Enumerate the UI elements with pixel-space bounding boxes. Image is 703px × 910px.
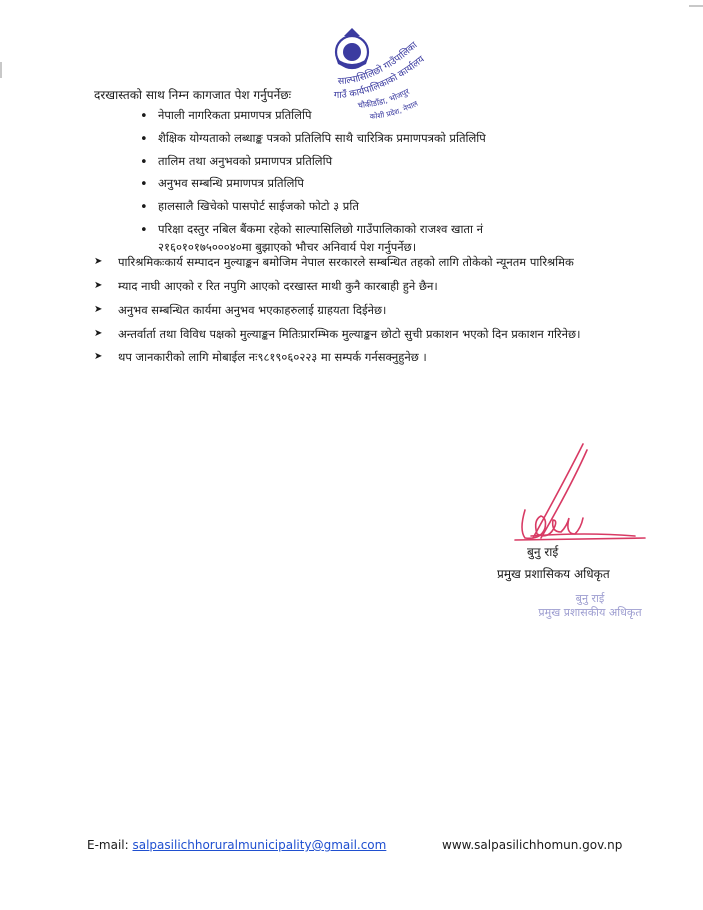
notes-list <box>94 252 594 371</box>
documents-intro: दरखास्तको साथ निम्न कागजात पेश गर्नुपर्नेछः <box>94 88 292 102</box>
scan-edge-mark <box>0 62 2 78</box>
stamp-title: प्रमुख प्रशासकीय अधिकृत <box>538 606 642 620</box>
note-item: ➤ थप जानकारीको लागि मोबाईल नः९८१९०६०२२३ मा सम्पर्क गर्नसक्नुहुनेछ । <box>94 347 594 369</box>
document-item: • परिक्षा दस्तुर नबिल बैंकमा रहेको साल्पासिलिछो गाउँपालिकाको राजश्व खाता नं २१६०१०१७५०००४०मा बुझाएको भौचर अनिवार्य पेश गर्नुपर्नेछ। <box>140 221 580 257</box>
email-link[interactable]: salpasilichhoruralmunicipality@gmail.com <box>132 838 387 852</box>
footer-website: www.salpasilichhomun.gov.np <box>442 838 623 852</box>
document-item: • हालसालै खिचेको पासपोर्ट साईजको फोटो ३ प्रति <box>140 198 580 216</box>
seal-line-4: कोशी प्रदेश, नेपाल <box>369 98 420 122</box>
seal-line-2: गाउँ कार्यपालिकाको कार्यालय <box>333 53 427 102</box>
scan-corner-mark <box>689 5 703 7</box>
note-item: ➤ अनुभव सम्बन्धित कार्यमा अनुभव भएकाहरुलाई ग्राहयता दिईनेछ। <box>94 300 594 322</box>
document-item: • शैक्षिक योग्यताको लब्धाङ्क पत्रको प्रतिलिपि साथै चारित्रिक प्रमाणपत्रको प्रतिलिपि <box>140 130 580 148</box>
signature-image <box>495 440 655 550</box>
note-item: ➤ पारिश्रमिकःकार्य सम्पादन मुल्याङ्कन बमोजिम नेपाल सरकारले सम्बन्धित तहको लागि तोकेको न्यूनतम पारिश्रमिक <box>94 252 594 274</box>
note-item: ➤ अन्तर्वार्ता तथा विविध पक्षको मुल्याङ्कन मितिःप्रारम्भिक मुल्याङ्कन छोटो सुची प्रकाशन भएको दिन प्रकाशन गरिनेछ। <box>94 324 594 346</box>
required-documents-list <box>140 107 580 262</box>
signatory-title: प्रमुख प्रशासिकय अधिकृत <box>497 567 610 581</box>
seal-line-1: साल्पासिलिछो गाउँपालिका <box>337 39 420 88</box>
document-item: • तालिम तथा अनुभवको प्रमाणपत्र प्रतिलिपि <box>140 153 580 171</box>
document-item: • अनुभव सम्बन्धि प्रमाणपत्र प्रतिलिपि <box>140 175 580 193</box>
stamp-name: बुनु राई <box>575 592 605 605</box>
seal-line-3: चौकीडाँडा, भोजपुर <box>357 86 411 111</box>
note-item: ➤ म्याद नाघी आएको र रित नपुगि आएको दरखास्त माथी कुनै कारबाही हुने छैन। <box>94 276 594 298</box>
signatory-name: बुनु राई <box>527 545 559 559</box>
name-stamp <box>520 592 660 621</box>
email-label: E-mail: <box>87 838 133 852</box>
footer-email <box>87 838 386 852</box>
document-item: • नेपाली नागरिकता प्रमाणपत्र प्रतिलिपि <box>140 107 580 125</box>
